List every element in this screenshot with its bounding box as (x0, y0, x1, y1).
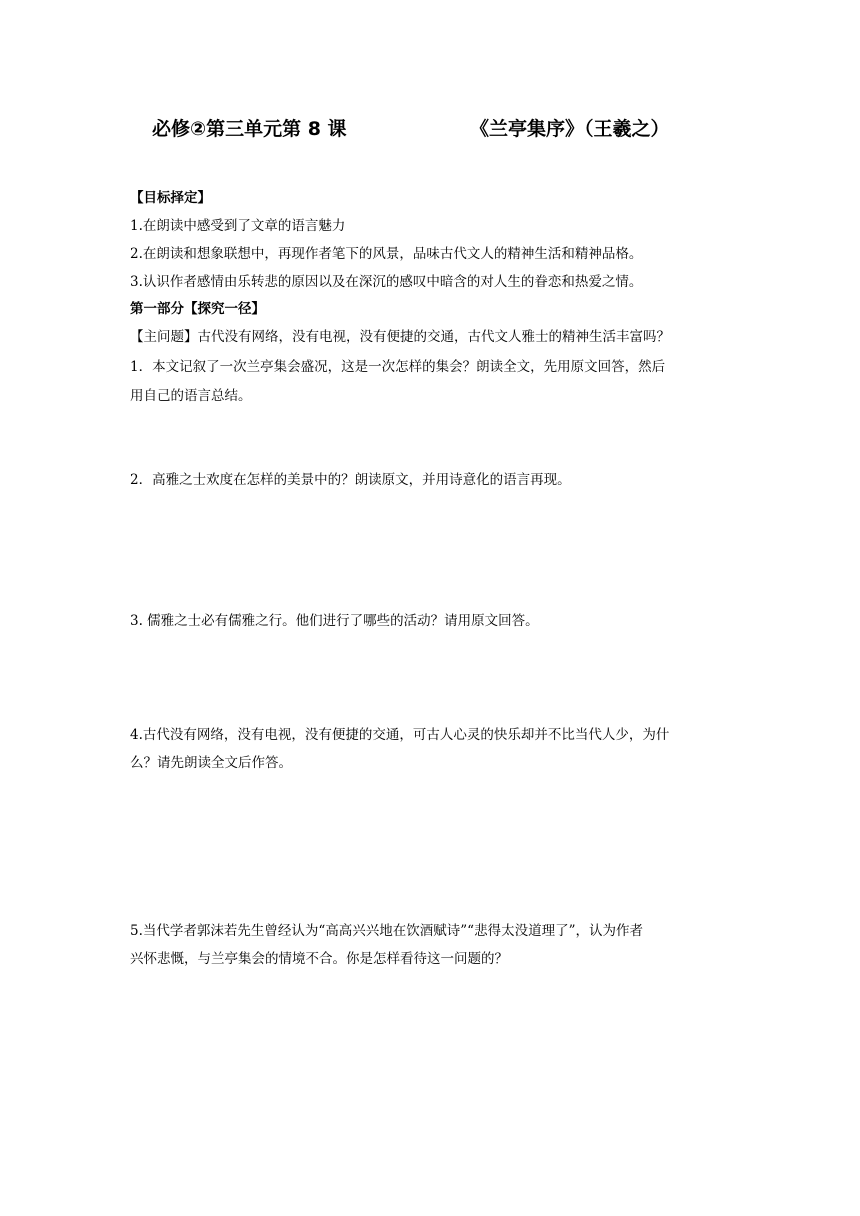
document-title: 《兰亭集序》（王羲之） (470, 118, 670, 140)
objectives-heading: 【目标择定】 (130, 190, 211, 206)
question-4-line2: 么？请先朗读全文后作答。 (130, 755, 292, 771)
main-question: 【主问题】古代没有网络，没有电视，没有便捷的交通，古代文人雅士的精神生活丰富吗？ (130, 329, 670, 345)
objective-item: 3.认识作者感情由乐转悲的原因以及在深沉的感叹中暗含的对人生的眷恋和热爱之情。 (130, 274, 643, 290)
question-4-line1: 4.古代没有网络，没有电视，没有便捷的交通，可古人心灵的快乐却并不比当代人少，为什 (130, 727, 670, 743)
question-5-line1: 5.当代学者郭沫若先生曾经认为“高高兴兴地在饮酒赋诗”“悲得太没道理了”，认为作者 (130, 923, 643, 939)
question-5-line2: 兴怀悲慨，与兰亭集会的情境不合。你是怎样看待这一问题的？ (130, 951, 508, 967)
objective-item: 2.在朗读和想象联想中，再现作者笔下的风景，品味古代文人的精神生活和精神品格。 (130, 246, 643, 262)
objective-item: 1.在朗读中感受到了文章的语言魅力 (130, 218, 346, 234)
question-3: 3. 儒雅之士必有儒雅之行。他们进行了哪些的活动？请用原文回答。 (130, 613, 539, 629)
question-1-line2: 用自己的语言总结。 (130, 388, 252, 404)
question-1-line1: 1．本文记叙了一次兰亭集会盛况，这是一次怎样的集会？朗读全文，先用原文回答，然后 (130, 359, 666, 375)
course-label: 必修②第三单元第 8 课 (152, 118, 347, 140)
question-2: 2．高雅之士欢度在怎样的美景中的？朗读原文，并用诗意化的语言再现。 (130, 472, 571, 488)
part1-heading: 第一部分【探究一径】 (130, 301, 265, 317)
